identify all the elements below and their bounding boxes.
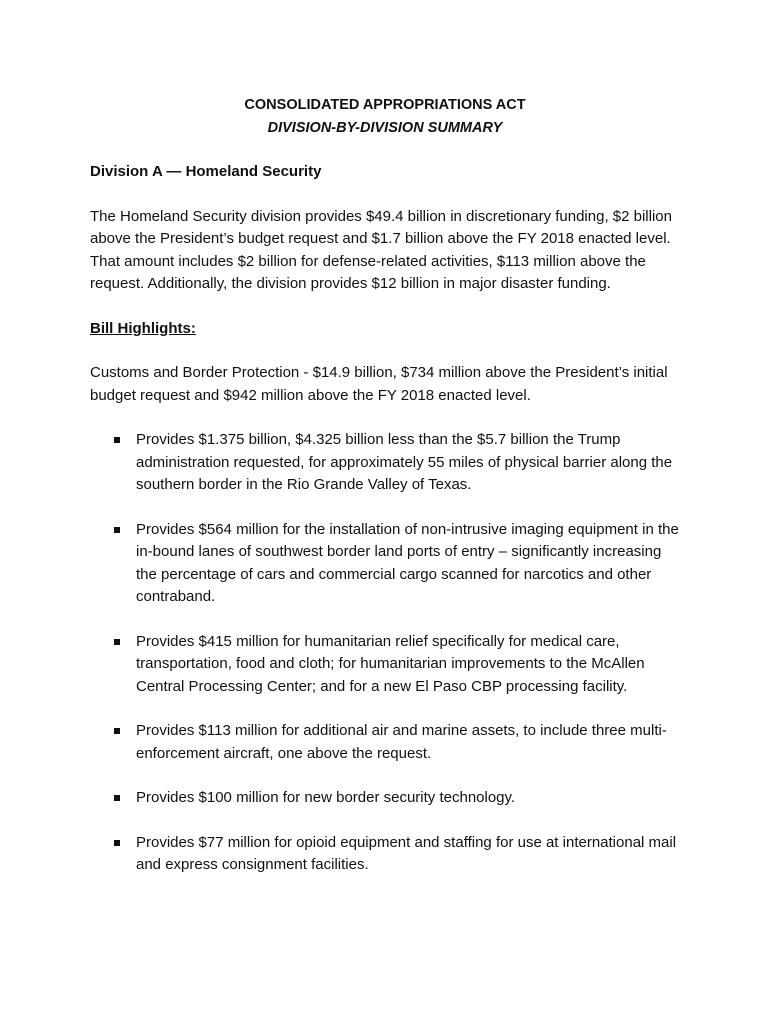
bullet-text: Provides $113 million for additional air and marine assets, to include three multi-enforcement aircraft, one above the request. [136,722,667,762]
square-bullet-icon [114,840,120,846]
square-bullet-icon [114,437,120,443]
highlights-bullet-list [90,429,680,877]
bullet-text: Provides $564 million for the installation of non-intrusive imaging equipment in the in-bound lanes of southwest border land ports of entry – significantly increasing the percentage of cars and commercial cargo scanned for narcotics and other contraband. [136,520,679,605]
document-subtitle: DIVISION-BY-DIVISION SUMMARY [267,119,503,136]
square-bullet-icon [114,639,120,645]
bullet-item [90,429,680,497]
square-bullet-icon [114,795,120,801]
bullet-item [90,832,680,877]
bullet-item [90,720,680,765]
bullet-text: Provides $77 million for opioid equipment and staffing for use at international mail and express consignment facilities. [136,833,677,873]
square-bullet-icon [114,527,120,533]
document-content [90,94,680,899]
square-bullet-icon [114,728,120,734]
bullet-item [90,631,680,699]
document-title-block [90,94,680,139]
bill-highlights-heading: Bill Highlights: [90,319,196,337]
cbp-summary-paragraph: Customs and Border Protection - $14.9 billion, $734 million above the President’s initial budget request and $942 million above the FY 2018 enacted level. [90,364,668,404]
bullet-text: Provides $415 million for humanitarian relief specifically for medical care, transportation, food and cloth; for humanitarian improvements to the McAllen Central Processing Center; and for a new El Paso CBP processing facility. [136,632,645,695]
bullet-text: Provides $100 million for new border security technology. [136,789,516,806]
division-heading: Division A — Homeland Security [90,163,322,180]
bullet-item [90,519,680,609]
bullet-text: Provides $1.375 billion, $4.325 billion less than the $5.7 billion the Trump administration requested, for approximately 55 miles of physical barrier along the southern border in the Rio Grande Valley of Texas. [136,431,673,493]
document-title: CONSOLIDATED APPROPRIATIONS ACT [244,97,526,113]
bullet-item [90,787,680,810]
intro-paragraph: The Homeland Security division provides $49.4 billion in discretionary funding, $2 billion above the President’s budget request and $1.7 billion above the FY 2018 enacted level. That amount includes $2 billion for defense-related activities, $113 million above the request. Additionally, the division provides $12 billion in major disaster funding. [90,207,672,292]
